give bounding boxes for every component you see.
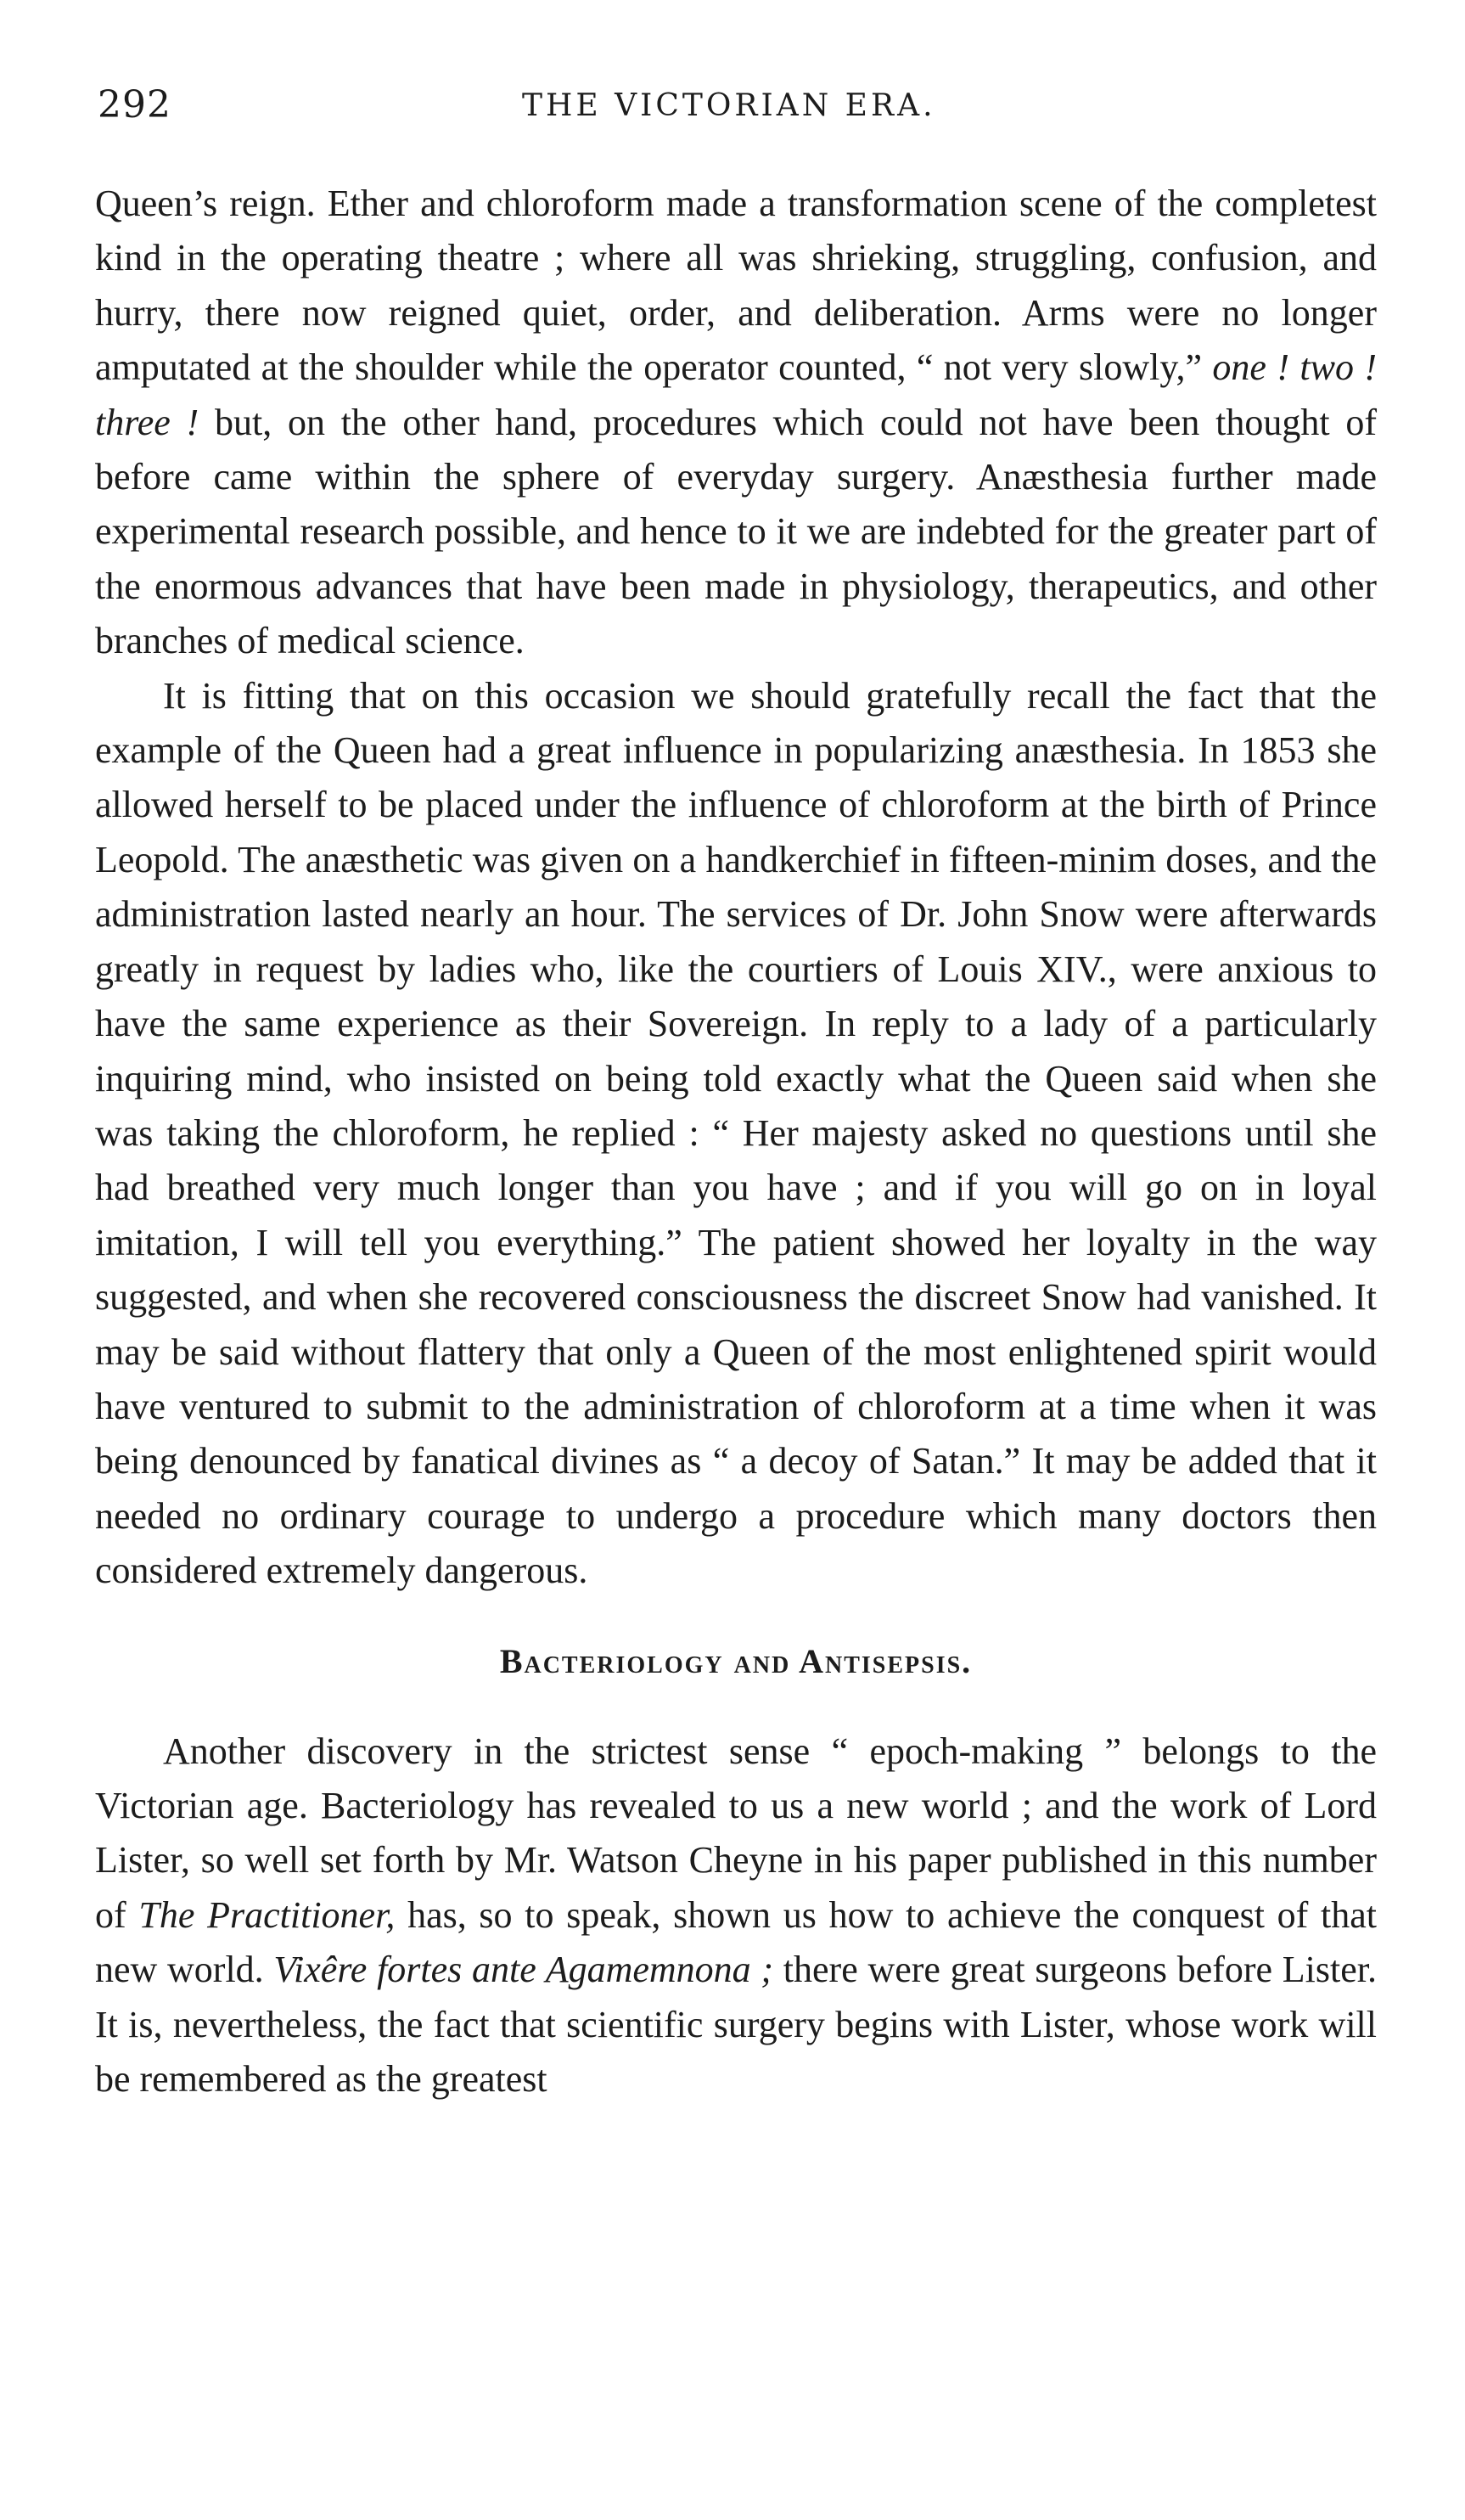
paragraph-1-text: Queen’s reign. Ether and chloroform made a transformation scene of the completest kind in the operating theatre ; where all was shrieking, struggling, confusion, and hurry, there now reigned quiet, order, and deliberation. Arms were no longer amputated at the shoulder while the operator counted, “ not very slowly,” bbox=[95, 183, 1377, 389]
paragraph-3-text-a: Another discovery in the strictest sense “ epoch-making ” belongs to the Victorian age. Bacteriology has revealed to us a new world ; and the work of Lord Lister, so well set forth by Mr. Watson Cheyne in his paper published in this number of bbox=[95, 1730, 1377, 1936]
body-text bbox=[95, 177, 1377, 2107]
running-title: THE VICTORIAN ERA. bbox=[522, 88, 936, 123]
paragraph-1-continued: but, on the other hand, procedures which could not have been thought of before came within the sphere of everyday surgery. Anæsthesia further made experimental research possible, and hence to it we are indebted for the greater part of the enormous advances that have been made in physiology, therapeutics, and other branches of medical science. bbox=[95, 401, 1378, 662]
paragraph-2: It is fitting that on this occasion we should gratefully recall the fact that the example of the Queen had a great influence in popularizing anæsthesia. In 1853 she allowed herself to be placed under the influence of chloroform at the birth of Prince Leopold. The anæsthetic was given on a handkerchief in fifteen-minim doses, and the administration lasted nearly an hour. The services of Dr. John Snow were afterwards greatly in request by ladies who, like the courtiers of Louis XIV., were anxious to have the same experience as their Sovereign. In reply to a lady of a particularly inquiring mind, who insisted on being told exactly what the Queen said when she was taking the chloroform, he replied : “ Her majesty asked no questions until she had breathed very much longer than you have ; and if you will go on in loyal imitation, I will tell you everything.” The patient showed her loyalty in the way suggested, and when she recovered consciousness the discreet Snow had vanished. It may be said without flattery that only a Queen of the most enlightened spirit would have ventured to submit to the administration of chloroform at a time when it was being denounced by fanatical divines as “ a decoy of Satan.” It may be added that it needed no ordinary courage to undergo a procedure which many doctors then considered extremely dangerous. bbox=[95, 674, 1377, 1592]
paragraph-1 bbox=[95, 177, 1377, 669]
page-number: 292 bbox=[98, 83, 171, 127]
paragraph-1-italic: one ! two ! three ! bbox=[95, 346, 1378, 443]
paragraph-3-italic-journal: The Practitioner, bbox=[138, 1893, 396, 1936]
paragraph-3-text-c: there were great surgeons before Lister. It is, nevertheless, the fact that scientific surgery begins with Lister, whose work will be remembered as the greatest bbox=[95, 1949, 1377, 2100]
section-heading: Bacteriology and Antisepsis. bbox=[499, 1641, 973, 1680]
paragraph-3 bbox=[95, 1724, 1377, 2107]
paragraph-3-text-b: has, so to speak, shown us how to achieve the conquest of that new world. bbox=[95, 1893, 1378, 1991]
paragraph-3-italic-latin: Vixêre fortes ante Agamemnona ; bbox=[273, 1949, 774, 1991]
running-head bbox=[98, 83, 1371, 134]
